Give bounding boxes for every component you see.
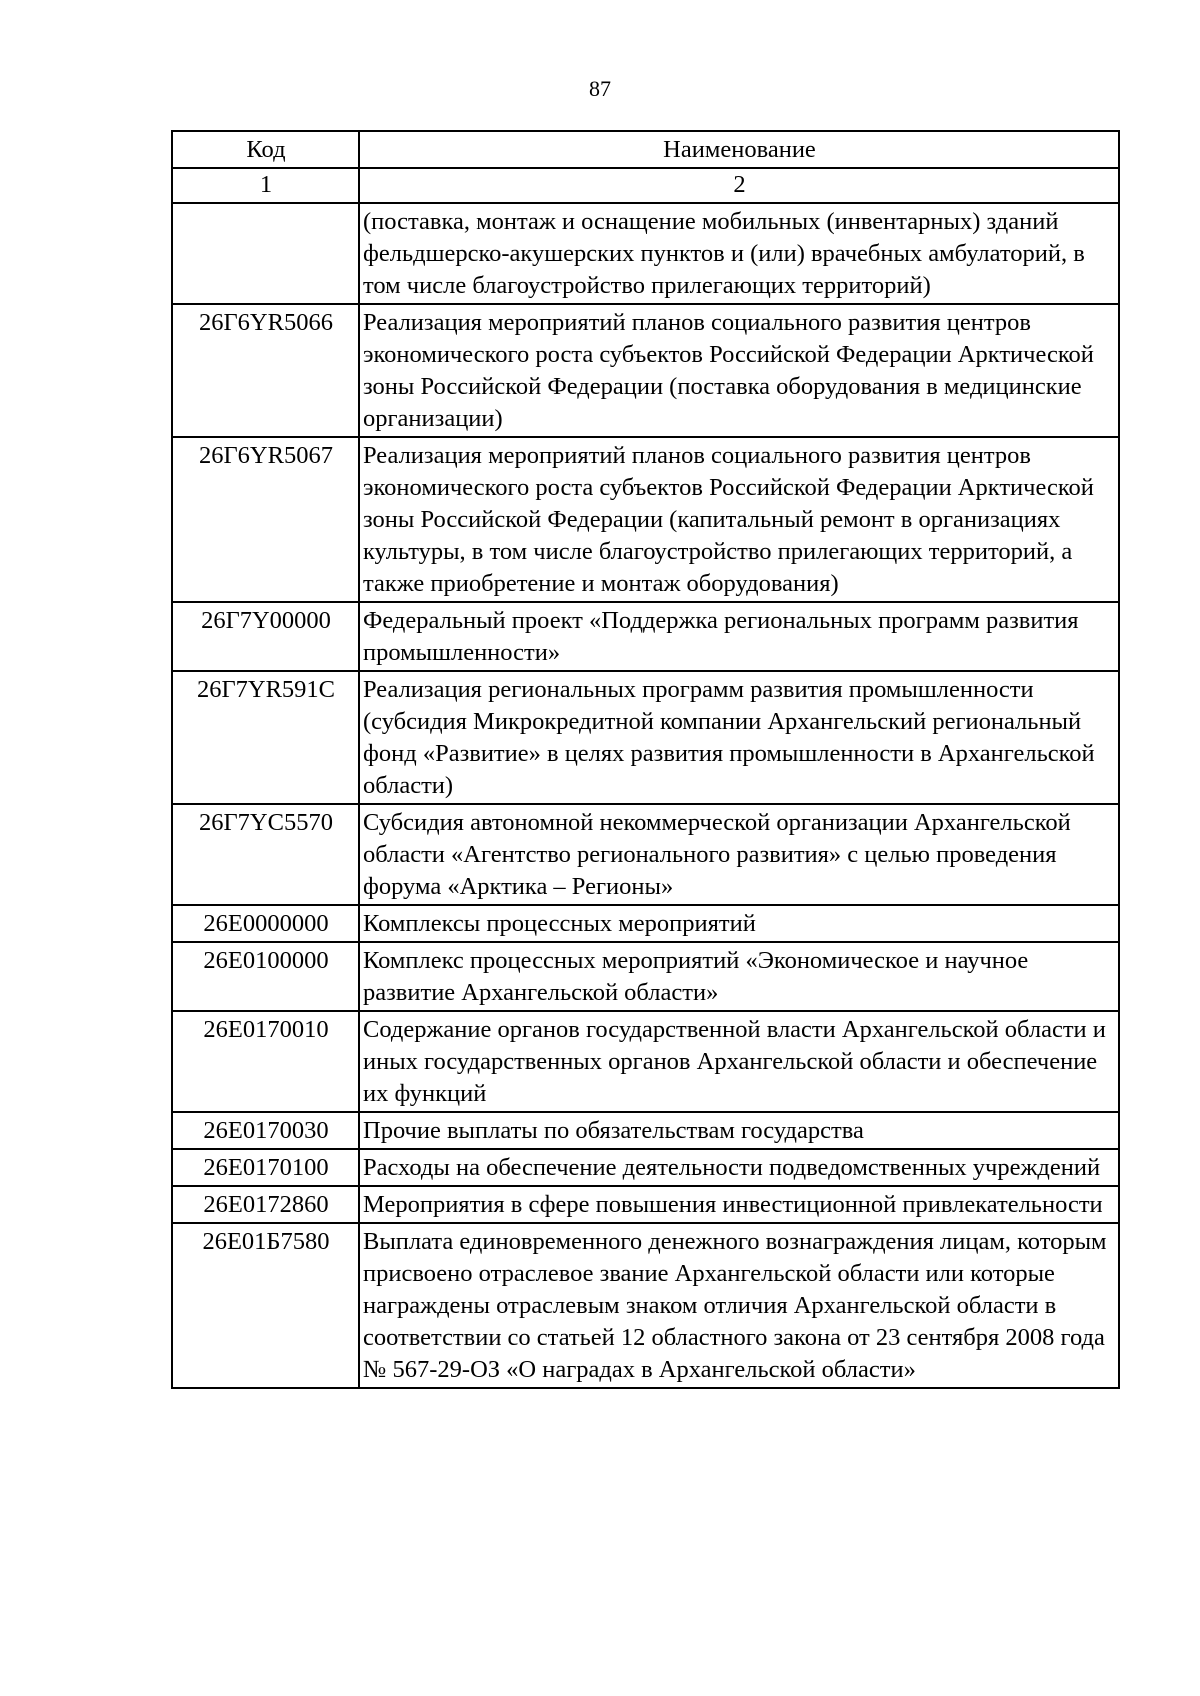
row-code: 26Г7YR591C	[172, 671, 359, 804]
table-row	[172, 304, 1119, 437]
row-name: Прочие выплаты по обязательствам государства	[359, 1112, 1119, 1149]
table-row	[172, 1223, 1119, 1388]
row-name: Комплекс процессных мероприятий «Экономическое и научное развитие Архангельской области»	[359, 942, 1119, 1011]
row-name: Комплексы процессных мероприятий	[359, 905, 1119, 942]
table-row	[172, 1149, 1119, 1186]
page-number: 87	[589, 76, 611, 101]
table-row	[172, 671, 1119, 804]
header-code: Код	[172, 131, 359, 168]
row-name: (поставка, монтаж и оснащение мобильных (инвентарных) зданий фельдшерско-акушерских пунктов и (или) врачебных амбулаторий, в том числе благоустройство прилегающих территорий)	[359, 203, 1119, 304]
table-row	[172, 602, 1119, 671]
row-code	[172, 203, 359, 304]
row-name: Реализация региональных программ развития промышленности (субсидия Микрокредитной компании Архангельский региональный фонд «Развитие» в целях развития промышленности в Архангельской области)	[359, 671, 1119, 804]
row-code: 26Г7YC5570	[172, 804, 359, 905]
table-row	[172, 804, 1119, 905]
row-name: Мероприятия в сфере повышения инвестиционной привлекательности	[359, 1186, 1119, 1223]
row-name: Содержание органов государственной власти Архангельской области и иных государственных органов Архангельской области и обеспечение их функций	[359, 1011, 1119, 1112]
row-name: Выплата единовременного денежного вознаграждения лицам, которым присвоено отраслевое звание Архангельской области или которые награждены отраслевым знаком отличия Архангельской области в соответствии со статьей 12 областного закона от 23 сентября 2008 года № 567-29-ОЗ «О наградах в Архангельской области»	[359, 1223, 1119, 1388]
row-code: 26Е0172860	[172, 1186, 359, 1223]
row-code: 26Г7Y00000	[172, 602, 359, 671]
table-row	[172, 1011, 1119, 1112]
row-code: 26Е0170010	[172, 1011, 359, 1112]
row-code: 26Е0000000	[172, 905, 359, 942]
row-code: 26Е0100000	[172, 942, 359, 1011]
row-name: Реализация мероприятий планов социального развития центров экономического роста субъектов Российской Федерации Арктической зоны Российской Федерации (поставка оборудования в медицинские организации)	[359, 304, 1119, 437]
column-number-name: 2	[359, 168, 1119, 203]
row-code: 26Е0170100	[172, 1149, 359, 1186]
row-name: Федеральный проект «Поддержка региональных программ развития промышленности»	[359, 602, 1119, 671]
row-code: 26Г6YR5067	[172, 437, 359, 602]
header-name: Наименование	[359, 131, 1119, 168]
row-code: 26Е01Б7580	[172, 1223, 359, 1388]
table-row	[172, 942, 1119, 1011]
row-code: 26Е0170030	[172, 1112, 359, 1149]
table-row	[172, 437, 1119, 602]
budget-classification-table	[171, 130, 1120, 1389]
table-row	[172, 1112, 1119, 1149]
row-name: Реализация мероприятий планов социального развития центров экономического роста субъектов Российской Федерации Арктической зоны Российской Федерации (капитальный ремонт в организациях культуры, в том числе благоустройство прилегающих территорий, а также приобретение и монтаж оборудования)	[359, 437, 1119, 602]
table-header-row	[172, 131, 1119, 168]
row-code: 26Г6YR5066	[172, 304, 359, 437]
row-name: Расходы на обеспечение деятельности подведомственных учреждений	[359, 1149, 1119, 1186]
column-number-code: 1	[172, 168, 359, 203]
row-name: Субсидия автономной некоммерческой организации Архангельской области «Агентство регионального развития» с целью проведения форума «Арктика – Регионы»	[359, 804, 1119, 905]
table-row	[172, 203, 1119, 304]
table-row	[172, 1186, 1119, 1223]
table-row	[172, 905, 1119, 942]
column-number-row	[172, 168, 1119, 203]
